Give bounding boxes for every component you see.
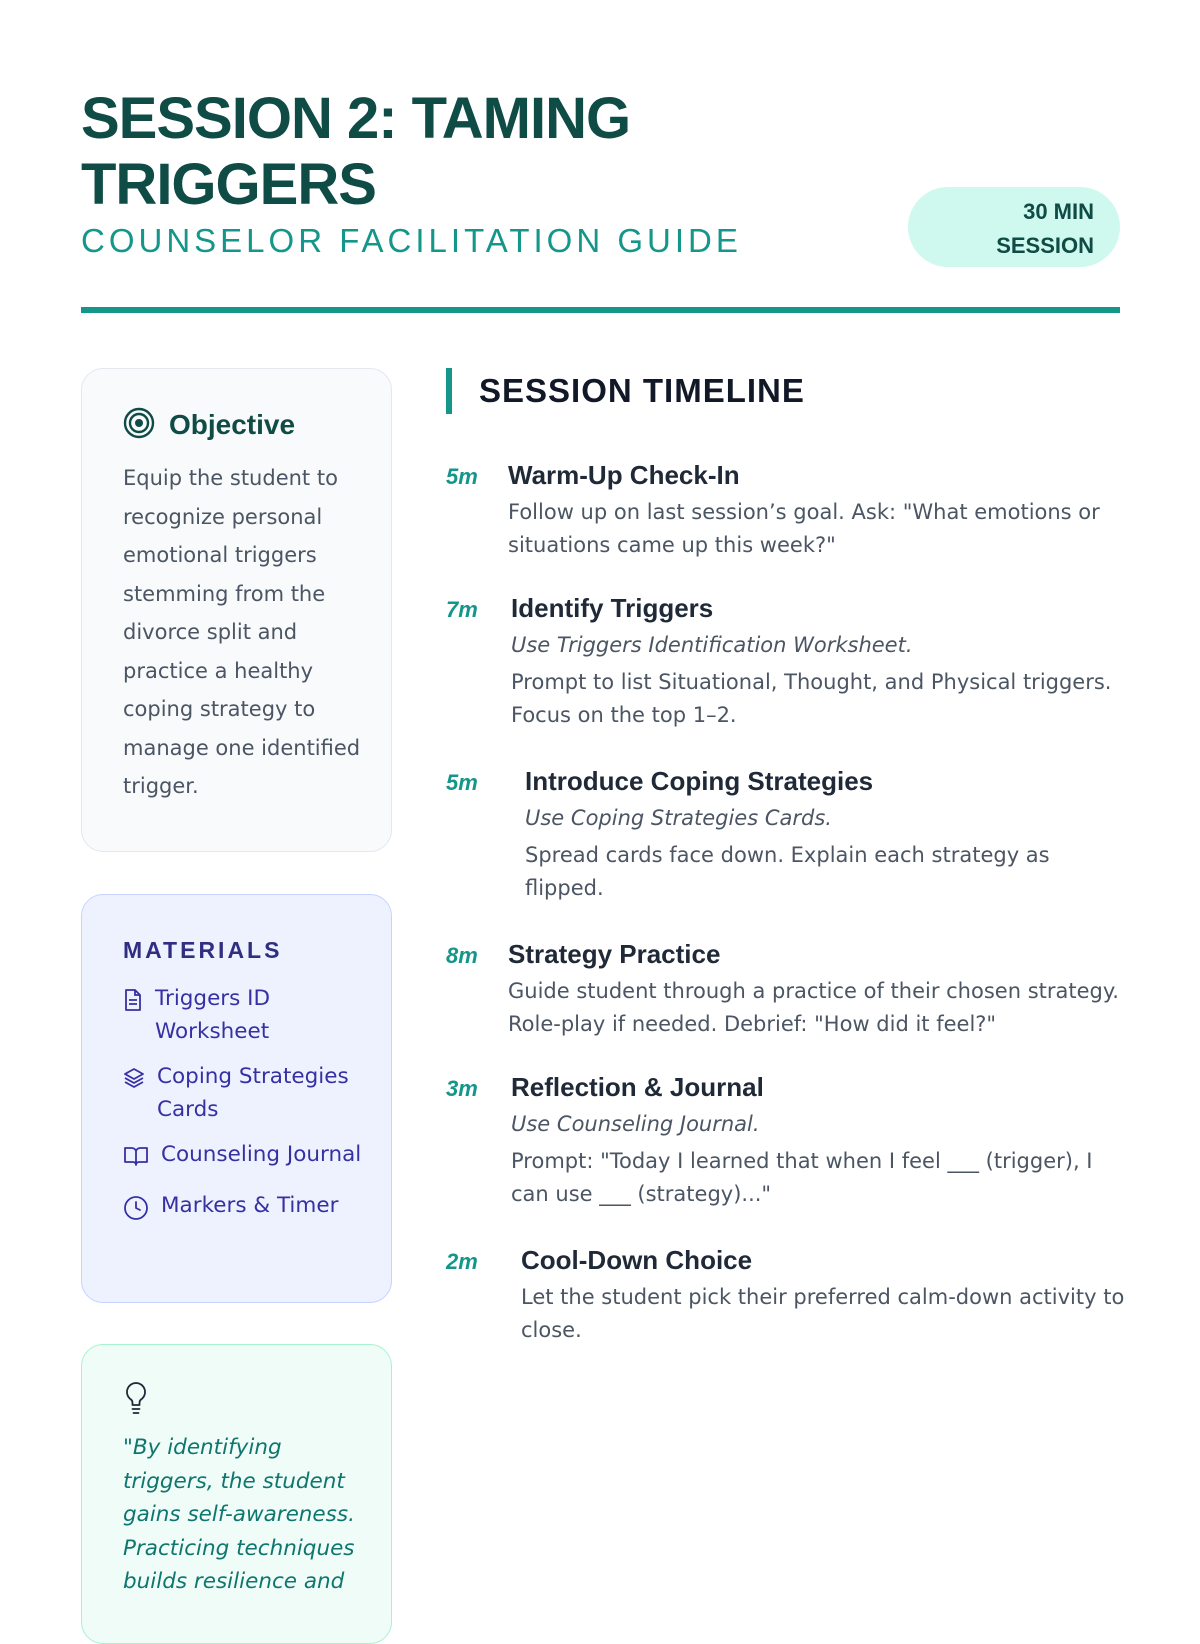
material-label: Coping Strategies Cards	[157, 1064, 349, 1122]
materials-card	[81, 894, 392, 1303]
material-item	[123, 1060, 371, 1126]
quote-text: "By identifying triggers, the student gains self-awareness. Practicing techniques builds resilience and	[123, 1435, 355, 1594]
page-title: SESSION 2: TAMING TRIGGERS	[81, 86, 631, 217]
timeline-item-note: Use Triggers Identification Worksheet.	[511, 633, 913, 657]
timeline-item-desc: Follow up on last session’s goal. Ask: "What emotions or situations came up this week?"	[508, 500, 1100, 557]
page-subtitle: COUNSELOR FACILITATION GUIDE	[81, 222, 742, 259]
clock-icon	[123, 1195, 149, 1231]
badge-line-2: SESSION	[996, 233, 1094, 258]
materials-heading: MATERIALS	[123, 937, 283, 963]
timeline-item-desc: Spread cards face down. Explain each strategy as flipped.	[525, 843, 1050, 900]
timeline-item-desc: Let the student pick their preferred calm-down activity to close.	[521, 1285, 1125, 1342]
material-item	[123, 1189, 371, 1231]
timeline-duration: 2m	[446, 1249, 478, 1274]
timeline-item-desc: Prompt: "Today I learned that when I feel ___ (trigger), I can use ___ (strategy)..."	[511, 1149, 1093, 1206]
book-open-icon	[123, 1144, 149, 1177]
header-divider	[81, 307, 1120, 313]
timeline-duration: 7m	[446, 597, 478, 622]
timeline-item-note: Use Counseling Journal.	[511, 1112, 760, 1136]
timeline-item-desc: Prompt to list Situational, Thought, and Physical triggers. Focus on the top 1–2.	[511, 670, 1112, 727]
duration-badge	[908, 187, 1120, 267]
timeline-item-note: Use Coping Strategies Cards.	[525, 806, 832, 830]
timeline-item-title: Reflection & Journal	[511, 1072, 764, 1102]
timeline-heading: SESSION TIMELINE	[479, 372, 805, 409]
timeline-item-title: Strategy Practice	[508, 939, 721, 969]
timeline-accent-bar	[446, 368, 452, 414]
material-label: Triggers ID Worksheet	[155, 986, 271, 1044]
material-label: Markers & Timer	[161, 1193, 339, 1218]
material-item	[123, 982, 371, 1048]
document-icon	[123, 988, 143, 1021]
timeline-item-title: Warm-Up Check-In	[508, 460, 740, 490]
timeline-duration: 3m	[446, 1076, 478, 1101]
badge-line-1: 30 MIN	[1023, 199, 1094, 224]
timeline-item-title: Introduce Coping Strategies	[525, 766, 874, 796]
objective-card	[81, 368, 392, 852]
timeline-item-title: Identify Triggers	[511, 593, 714, 623]
timeline-item-title: Cool-Down Choice	[521, 1245, 753, 1275]
objective-text: Equip the student to recognize personal emotional triggers stemming from the divorce split and practice a healthy coping strategy to manage one identified trigger.	[123, 466, 361, 798]
timeline-duration: 5m	[446, 770, 478, 795]
target-icon	[123, 407, 155, 443]
timeline-duration: 8m	[446, 943, 478, 968]
timeline-duration: 5m	[446, 464, 478, 489]
material-label: Counseling Journal	[161, 1142, 362, 1167]
layers-icon	[123, 1066, 145, 1099]
objective-heading: Objective	[169, 409, 296, 440]
material-item	[123, 1138, 371, 1177]
quote-card	[81, 1344, 392, 1644]
materials-list	[123, 982, 371, 1231]
lightbulb-icon	[123, 1400, 149, 1419]
timeline-item-desc: Guide student through a practice of their chosen strategy. Role-play if needed. Debrief: "How did it feel?"	[508, 979, 1119, 1036]
